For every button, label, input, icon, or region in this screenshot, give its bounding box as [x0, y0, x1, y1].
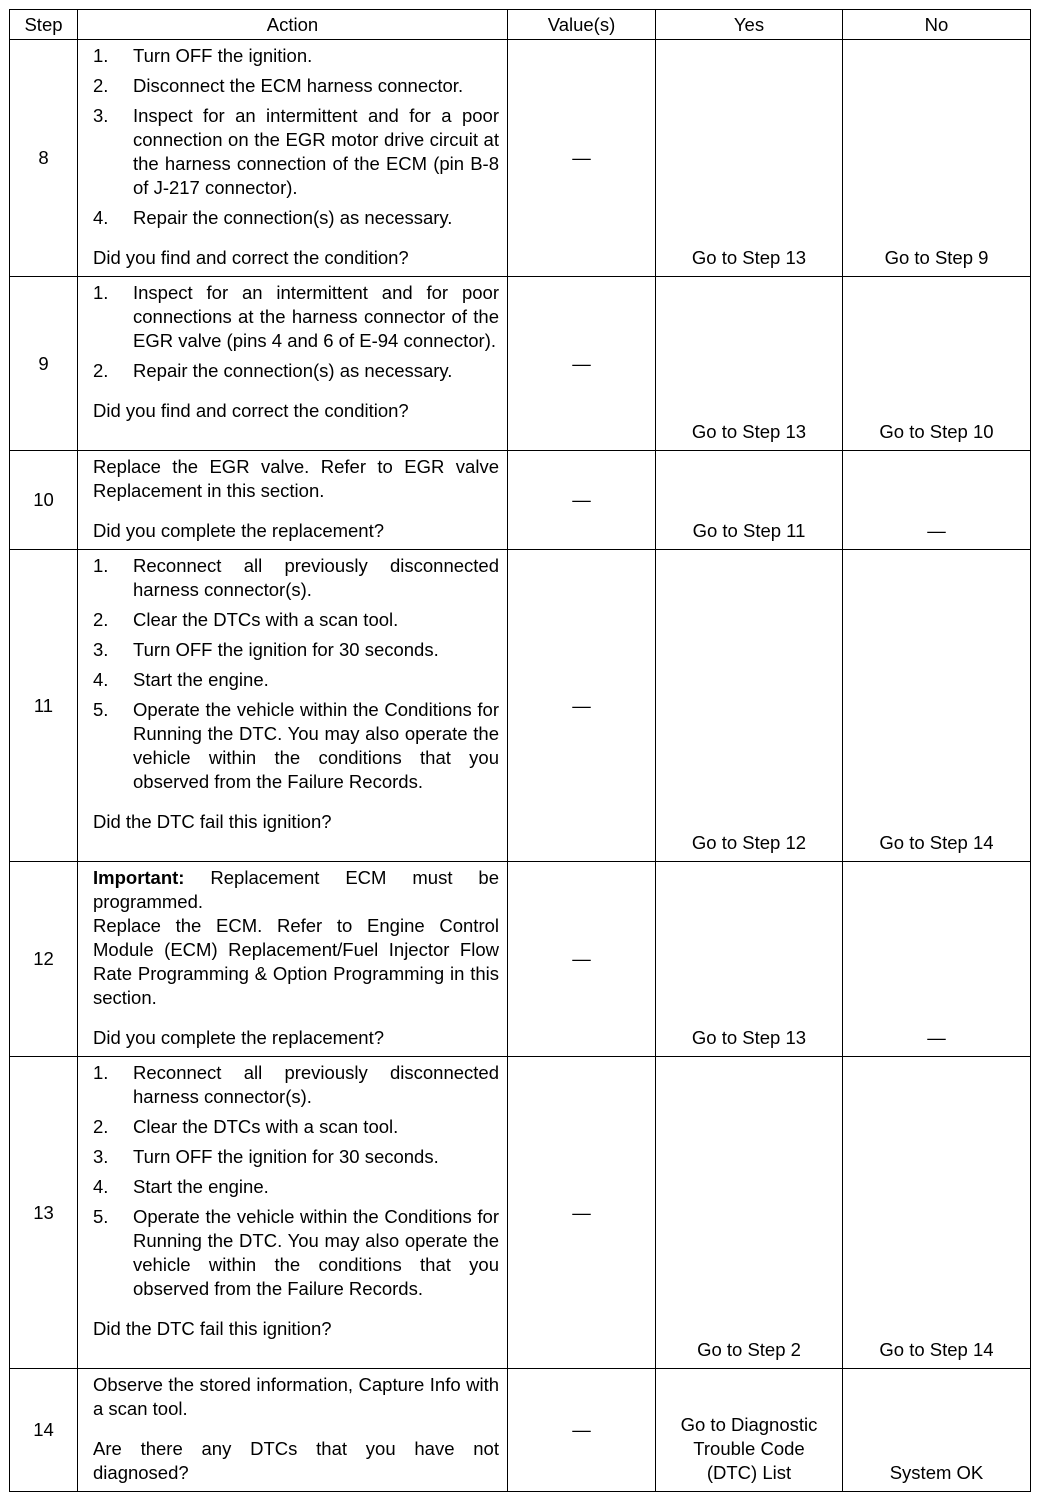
action-cell [78, 862, 508, 1057]
list-item: 3. Turn OFF the ignition for 30 seconds. [93, 1146, 439, 1167]
value-cell: — [508, 550, 656, 862]
list-item: 1. Reconnect all previously disconnected harness connector(s). [93, 555, 499, 600]
step-number: 10 [10, 451, 78, 550]
action-text: Replace the ECM. Refer to Engine Control Module (ECM) Replacement/Fuel Injector Flow Rate Programming & Option Programming in this section. [93, 915, 499, 1008]
action-cell [78, 1369, 508, 1492]
yes-cell: Go to Step 13 [656, 862, 843, 1057]
list-item: 2. Clear the DTCs with a scan tool. [93, 609, 399, 630]
yes-cell: Go to Step 2 [656, 1057, 843, 1369]
list-item: 4. Start the engine. [93, 669, 269, 690]
header-step: Step [10, 10, 78, 40]
step-number: 9 [10, 277, 78, 451]
header-row [10, 10, 1031, 40]
header-action: Action [78, 10, 508, 40]
list-item: 2. Clear the DTCs with a scan tool. [93, 1116, 399, 1137]
table-row [10, 1057, 1031, 1369]
header-yes: Yes [656, 10, 843, 40]
no-cell: Go to Step 14 [843, 550, 1031, 862]
step-number: 13 [10, 1057, 78, 1369]
value-cell: — [508, 40, 656, 277]
yes-cell: Go to Diagnostic Trouble Code (DTC) List [656, 1369, 843, 1492]
yes-cell: Go to Step 13 [656, 277, 843, 451]
yes-cell: Go to Step 12 [656, 550, 843, 862]
list-item: 1. Turn OFF the ignition. [93, 45, 313, 66]
list-item: 1. Inspect for an intermittent and for poor connections at the harness connector of the EGR valve (pins 4 and 6 of E-94 connector). [93, 282, 499, 351]
question-text: Did you find and correct the condition? [93, 400, 409, 421]
value-cell: — [508, 451, 656, 550]
value-cell: — [508, 862, 656, 1057]
question-text: Did the DTC fail this ignition? [93, 811, 332, 832]
list-item: 4. Repair the connection(s) as necessary. [93, 207, 453, 228]
important-label: Important: [93, 867, 185, 888]
no-cell: Go to Step 14 [843, 1057, 1031, 1369]
action-text: Observe the stored information, Capture Info with a scan tool. [93, 1374, 499, 1419]
question-text: Did the DTC fail this ignition? [93, 1318, 332, 1339]
no-cell: Go to Step 10 [843, 277, 1031, 451]
value-cell: — [508, 277, 656, 451]
question-text: Did you complete the replacement? [93, 1027, 385, 1048]
step-number: 11 [10, 550, 78, 862]
list-item: 3. Turn OFF the ignition for 30 seconds. [93, 639, 439, 660]
yes-cell: Go to Step 11 [656, 451, 843, 550]
no-cell: — [843, 451, 1031, 550]
action-cell [78, 550, 508, 862]
list-item: 2. Disconnect the ECM harness connector. [93, 75, 464, 96]
no-cell: System OK [843, 1369, 1031, 1492]
list-item: 3. Inspect for an intermittent and for a poor connection on the EGR motor drive circuit at the harness connection of the ECM (pin B-8 of J-217 connector). [93, 105, 499, 198]
list-item: 5. Operate the vehicle within the Conditions for Running the DTC. You may also operate the vehicle within the conditions that you observed from the Failure Records. [93, 699, 499, 792]
table-row [10, 1369, 1031, 1492]
important-note [93, 866, 499, 914]
list-item: 1. Reconnect all previously disconnected harness connector(s). [93, 1062, 499, 1107]
no-cell: Go to Step 9 [843, 40, 1031, 277]
diagnostic-table [9, 9, 1031, 1492]
table-row [10, 451, 1031, 550]
important-text: Replacement ECM must be programmed. [93, 867, 499, 912]
header-no: No [843, 10, 1031, 40]
question-text: Are there any DTCs that you have not diagnosed? [93, 1438, 499, 1483]
action-cell [78, 40, 508, 277]
yes-cell: Go to Step 13 [656, 40, 843, 277]
table-row [10, 550, 1031, 862]
table-row [10, 277, 1031, 451]
list-item: 5. Operate the vehicle within the Conditions for Running the DTC. You may also operate the vehicle within the conditions that you observed from the Failure Records. [93, 1206, 499, 1299]
value-cell: — [508, 1057, 656, 1369]
question-text: Did you complete the replacement? [93, 520, 385, 541]
value-cell: — [508, 1369, 656, 1492]
action-cell [78, 1057, 508, 1369]
table-row [10, 40, 1031, 277]
question-text: Did you find and correct the condition? [93, 247, 409, 268]
no-cell: — [843, 862, 1031, 1057]
action-text: Replace the EGR valve. Refer to EGR valve Replacement in this section. [93, 456, 499, 501]
action-cell [78, 277, 508, 451]
list-item: 2. Repair the connection(s) as necessary. [93, 360, 453, 381]
step-number: 8 [10, 40, 78, 277]
step-number: 12 [10, 862, 78, 1057]
step-number: 14 [10, 1369, 78, 1492]
header-values: Value(s) [508, 10, 656, 40]
action-cell [78, 451, 508, 550]
list-item: 4. Start the engine. [93, 1176, 269, 1197]
table-row [10, 862, 1031, 1057]
